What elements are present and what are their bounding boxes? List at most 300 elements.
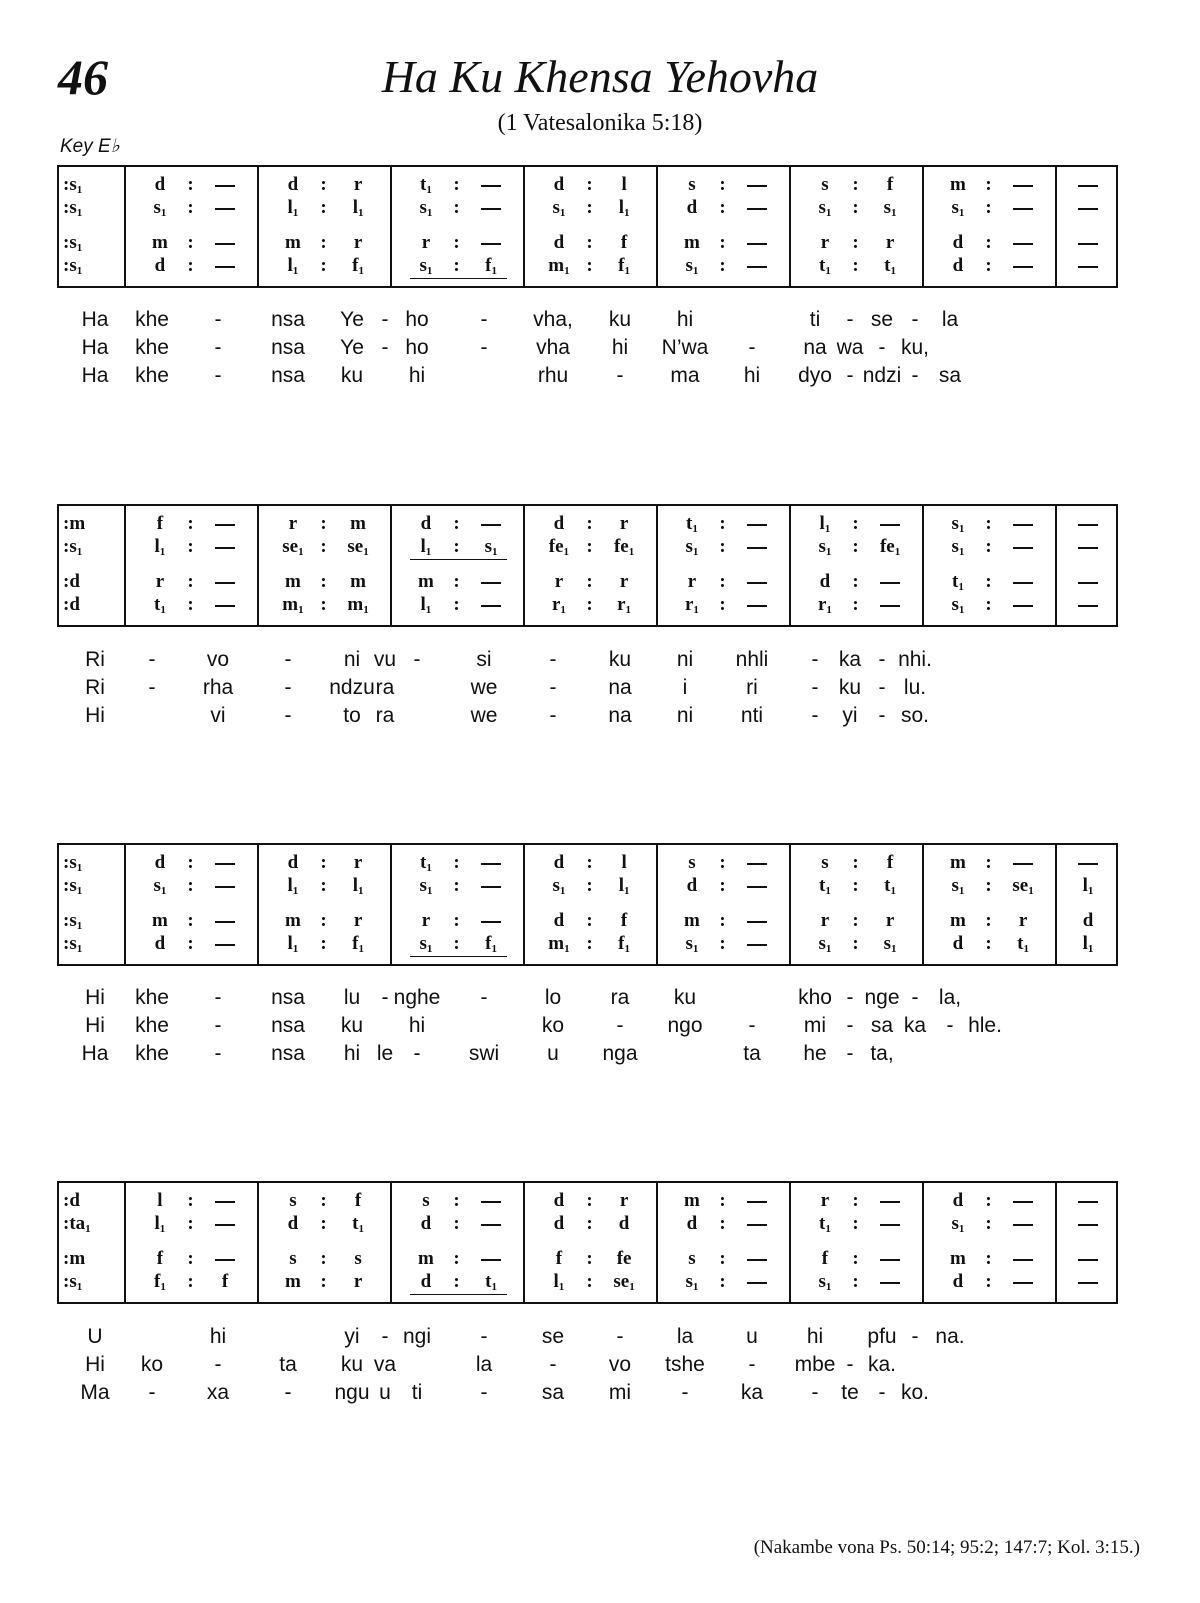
solfa-note: f bbox=[886, 174, 894, 195]
barline bbox=[1055, 167, 1057, 286]
beat-separator: : bbox=[852, 594, 859, 615]
lyric-syllable: la bbox=[475, 1353, 493, 1376]
solfa-note-sustain bbox=[747, 208, 767, 210]
beat-separator: : bbox=[320, 536, 327, 557]
lyric-syllable: khe bbox=[135, 1042, 169, 1065]
beat-separator: : bbox=[852, 1213, 859, 1234]
lyric-hyphen: - bbox=[381, 1325, 389, 1348]
beat-separator: : bbox=[320, 910, 327, 931]
solfa-note: d bbox=[154, 852, 166, 873]
barline bbox=[1055, 1183, 1057, 1302]
solfa-note: m bbox=[417, 571, 434, 592]
solfa-note: $t_1$ bbox=[153, 594, 166, 616]
solfa-note: r bbox=[421, 232, 431, 253]
lyric-hyphen: - bbox=[284, 648, 292, 671]
beat-separator: : bbox=[586, 513, 593, 534]
solfa-note: m bbox=[949, 1248, 966, 1269]
solfa-note: m bbox=[683, 910, 700, 931]
solfa-note: $s_1$ bbox=[685, 536, 699, 558]
lyric-syllable: mi bbox=[803, 1014, 827, 1037]
lyric-hyphen: - bbox=[480, 986, 488, 1009]
solfa-note: fe bbox=[616, 1248, 632, 1269]
solfa-note: r bbox=[820, 910, 830, 931]
solfa-note-sustain bbox=[1078, 1282, 1098, 1284]
beat-separator: : bbox=[985, 232, 992, 253]
solfa-note: $t_1$ bbox=[884, 255, 896, 277]
solfa-note-sustain bbox=[747, 605, 767, 607]
solfa-note-sustain bbox=[880, 605, 900, 607]
lyric-syllable: we bbox=[470, 704, 498, 727]
solfa-note: $s_1$ bbox=[153, 875, 167, 897]
beat-separator: : bbox=[852, 571, 859, 592]
barline bbox=[124, 845, 126, 964]
solfa-note-sustain bbox=[747, 582, 767, 584]
lyric-syllable: Ri bbox=[85, 676, 105, 699]
solfa-note-sustain bbox=[747, 266, 767, 268]
solfa-note-sustain bbox=[215, 185, 235, 187]
solfa-note: s bbox=[354, 1248, 362, 1269]
lyric-syllable: khe bbox=[135, 364, 169, 387]
solfa-note: s bbox=[422, 1190, 430, 1211]
solfa-note: d bbox=[287, 1213, 299, 1234]
lyric-hyphen: - bbox=[381, 986, 389, 1009]
lyric-syllable: ni bbox=[676, 648, 694, 671]
solfa-note: $f_1$ bbox=[618, 933, 630, 955]
beat-separator: : bbox=[320, 197, 327, 218]
solfa-note: s bbox=[688, 1248, 696, 1269]
lyric-syllable: we bbox=[470, 676, 498, 699]
solfa-note: $l_1$ bbox=[819, 513, 831, 535]
lyric-syllable: la bbox=[941, 308, 959, 331]
lyric-syllable: Ye bbox=[340, 308, 364, 331]
lyric-syllable: khe bbox=[135, 986, 169, 1009]
solfa-note: $l_1$ bbox=[1082, 933, 1094, 955]
solfa-note-sustain bbox=[880, 1282, 900, 1284]
lyric-syllable: mi bbox=[608, 1381, 632, 1404]
footer-references: (Nakambe vona Ps. 50:14; 95:2; 147:7; Kol. 3:15.) bbox=[753, 1537, 1140, 1558]
lyric-hyphen: - bbox=[284, 676, 292, 699]
beat-separator: : bbox=[187, 232, 194, 253]
solfa-note: d bbox=[287, 852, 299, 873]
lyric-hyphen: - bbox=[811, 648, 819, 671]
beat-separator: : bbox=[719, 513, 726, 534]
beat-separator: : bbox=[852, 174, 859, 195]
solfa-note-sustain bbox=[215, 524, 235, 526]
beat-separator: : bbox=[586, 1248, 593, 1269]
beat-separator: : bbox=[719, 594, 726, 615]
barline bbox=[124, 1183, 126, 1302]
lyric-syllable: lu. bbox=[903, 676, 927, 699]
solfa-note: $s_1$ bbox=[818, 1271, 832, 1293]
lyric-hyphen: - bbox=[911, 364, 919, 387]
beat-separator: : bbox=[985, 1271, 992, 1292]
solfa-note-sustain bbox=[880, 1201, 900, 1203]
solfa-note-sustain bbox=[747, 1282, 767, 1284]
solfa-note: $t_1$ bbox=[818, 1213, 831, 1235]
solfa-note-sustain bbox=[215, 547, 235, 549]
lyric-hyphen: - bbox=[214, 1014, 222, 1037]
solfa-note: d bbox=[952, 255, 964, 276]
beat-separator: : bbox=[187, 255, 194, 276]
solfa-note: $l_1$ bbox=[420, 594, 432, 616]
solfa-note: f bbox=[221, 1271, 229, 1292]
solfa-note: $t_1$ bbox=[485, 1271, 497, 1293]
beat-separator: : bbox=[453, 1248, 460, 1269]
lyric-syllable: hi bbox=[209, 1325, 227, 1348]
solfa-note-sustain bbox=[481, 524, 501, 526]
solfa-note: m bbox=[350, 513, 366, 534]
lyric-hyphen: - bbox=[846, 986, 854, 1009]
beat-separator: : bbox=[187, 1213, 194, 1234]
solfa-note: $s_1$ bbox=[552, 875, 566, 897]
beat-separator: : bbox=[586, 1213, 593, 1234]
lyric-hyphen: - bbox=[846, 364, 854, 387]
lyric-syllable: la, bbox=[938, 986, 962, 1009]
lyric-syllable: nsa bbox=[271, 986, 305, 1009]
lyric-syllable: to bbox=[343, 704, 361, 727]
lyric-syllable: Hi bbox=[85, 1014, 105, 1037]
lyric-syllable: Ha bbox=[81, 364, 109, 387]
beat-separator: : bbox=[453, 852, 460, 873]
solfa-note-sustain bbox=[747, 524, 767, 526]
solfa-note: $t_1$ bbox=[818, 255, 831, 277]
solfa-note-sustain bbox=[1078, 1224, 1098, 1226]
lyric-syllable: Ma bbox=[80, 1381, 110, 1404]
solfa-note: $l_1$ bbox=[154, 1213, 166, 1235]
beat-separator: : bbox=[453, 1271, 460, 1292]
solfa-note: $f_1$ bbox=[153, 1271, 166, 1293]
solfa-note: d bbox=[420, 1213, 432, 1234]
beat-separator: : bbox=[719, 852, 726, 873]
lyric-syllable: hle. bbox=[968, 1014, 1002, 1037]
lyric-syllable: ko. bbox=[900, 1381, 930, 1404]
solfa-note-sustain bbox=[1078, 243, 1098, 245]
lyric-syllable: ka bbox=[838, 648, 862, 671]
solfa-note-sustain bbox=[1078, 547, 1098, 549]
solfa-note-sustain bbox=[1013, 1259, 1033, 1261]
solfa-note: r bbox=[619, 571, 629, 592]
solfa-note: r bbox=[353, 1271, 363, 1292]
beat-separator: : bbox=[985, 174, 992, 195]
solfa-note: s bbox=[289, 1190, 297, 1211]
solfa-note: $fe_1$ bbox=[879, 536, 901, 558]
solfa-note-sustain bbox=[215, 944, 235, 946]
solfa-note: d bbox=[420, 513, 432, 534]
solfa-note: m bbox=[284, 910, 301, 931]
solfa-note: $l_1$ bbox=[420, 536, 432, 558]
solfa-note: m bbox=[949, 174, 966, 195]
solfa-note: f bbox=[555, 1248, 563, 1269]
beat-separator: : bbox=[719, 1271, 726, 1292]
pickup-note: :d bbox=[63, 571, 80, 592]
barline bbox=[656, 845, 658, 964]
lyric-hyphen: - bbox=[878, 1381, 886, 1404]
solfa-note-sustain bbox=[481, 1201, 501, 1203]
beat-separator: : bbox=[852, 536, 859, 557]
solfa-note: $s_1$ bbox=[419, 933, 433, 955]
lyric-syllable: ta bbox=[279, 1353, 297, 1376]
lyric-syllable: swi bbox=[468, 1042, 500, 1065]
solfa-note: d bbox=[952, 232, 964, 253]
solfa-note: $t_1$ bbox=[419, 174, 432, 196]
solfa-note-sustain bbox=[1078, 605, 1098, 607]
lyric-hyphen: - bbox=[480, 336, 488, 359]
beat-separator: : bbox=[320, 255, 327, 276]
beat-separator: : bbox=[719, 1248, 726, 1269]
solfa-note: r bbox=[288, 513, 298, 534]
solfa-note: $s_1$ bbox=[818, 536, 832, 558]
solfa-note: $m_1$ bbox=[548, 933, 570, 955]
lyric-hyphen: - bbox=[616, 364, 624, 387]
solfa-note-sustain bbox=[747, 185, 767, 187]
scripture-reference: (1 Vatesalonika 5:18) bbox=[497, 110, 703, 136]
barline bbox=[922, 167, 924, 286]
beat-separator: : bbox=[985, 933, 992, 954]
beat-separator: : bbox=[719, 933, 726, 954]
lyric-syllable: pfu bbox=[867, 1325, 897, 1348]
slur-line bbox=[410, 559, 507, 560]
lyric-syllable: hi bbox=[408, 1014, 426, 1037]
lyric-syllable: vu bbox=[373, 648, 397, 671]
beat-separator: : bbox=[187, 197, 194, 218]
lyric-syllable: ho bbox=[405, 336, 429, 359]
lyric-hyphen: - bbox=[381, 336, 389, 359]
solfa-note-sustain bbox=[747, 886, 767, 888]
solfa-note-sustain bbox=[1013, 208, 1033, 210]
solfa-note-sustain bbox=[880, 1224, 900, 1226]
solfa-note: $se_1$ bbox=[1012, 875, 1034, 897]
lyric-syllable: ma bbox=[670, 364, 700, 387]
lyric-syllable: ku, bbox=[900, 336, 930, 359]
beat-separator: : bbox=[586, 1271, 593, 1292]
lyric-syllable: N’wa bbox=[661, 336, 709, 359]
solfa-note-sustain bbox=[880, 582, 900, 584]
barline bbox=[523, 506, 525, 625]
lyric-syllable: ku bbox=[608, 648, 632, 671]
lyric-syllable: hi bbox=[408, 364, 426, 387]
lyric-hyphen: - bbox=[846, 308, 854, 331]
solfa-note-sustain bbox=[1013, 547, 1033, 549]
solfa-note-sustain bbox=[215, 266, 235, 268]
solfa-note: $s_1$ bbox=[883, 197, 897, 219]
beat-separator: : bbox=[320, 1213, 327, 1234]
solfa-note-sustain bbox=[481, 605, 501, 607]
solfa-note-sustain bbox=[1078, 863, 1098, 865]
solfa-note: $s_1$ bbox=[419, 197, 433, 219]
pickup-note: $:s_1$ bbox=[63, 910, 83, 932]
beat-separator: : bbox=[586, 571, 593, 592]
beat-separator: : bbox=[985, 875, 992, 896]
lyric-syllable: Hi bbox=[85, 986, 105, 1009]
lyric-syllable: sa bbox=[938, 364, 962, 387]
pickup-note: $:s_1$ bbox=[63, 255, 83, 277]
beat-separator: : bbox=[985, 1190, 992, 1211]
solfa-note-sustain bbox=[1013, 582, 1033, 584]
solfa-note: l bbox=[621, 174, 627, 195]
solfa-note: $t_1$ bbox=[884, 875, 896, 897]
lyric-syllable: va bbox=[373, 1353, 397, 1376]
beat-separator: : bbox=[320, 513, 327, 534]
solfa-note-sustain bbox=[1013, 1224, 1033, 1226]
lyric-syllable: ngu bbox=[334, 1381, 370, 1404]
solfa-note: $m_1$ bbox=[347, 594, 369, 616]
solfa-note: d bbox=[154, 933, 166, 954]
slur-line bbox=[410, 278, 507, 279]
lyric-syllable: rha bbox=[202, 676, 234, 699]
lyric-syllable: nsa bbox=[271, 308, 305, 331]
lyric-syllable: ku bbox=[608, 308, 632, 331]
solfa-note-sustain bbox=[215, 605, 235, 607]
solfa-note-sustain bbox=[747, 1201, 767, 1203]
solfa-note: $f_1$ bbox=[485, 255, 497, 277]
lyric-syllable: ta, bbox=[870, 1042, 894, 1065]
lyric-syllable: nhli bbox=[735, 648, 769, 671]
beat-separator: : bbox=[852, 875, 859, 896]
lyric-syllable: se bbox=[870, 308, 894, 331]
lyric-syllable: kho bbox=[798, 986, 832, 1009]
lyric-syllable: wa bbox=[836, 336, 864, 359]
solfa-note: l bbox=[621, 852, 627, 873]
lyric-syllable: Hi bbox=[85, 704, 105, 727]
barline bbox=[922, 506, 924, 625]
solfa-note-sustain bbox=[747, 1224, 767, 1226]
lyric-syllable: xa bbox=[206, 1381, 230, 1404]
lyric-syllable: se bbox=[541, 1325, 565, 1348]
solfa-note: r bbox=[619, 1190, 629, 1211]
solfa-note: $se_1$ bbox=[282, 536, 304, 558]
lyric-syllable: nhi. bbox=[898, 648, 932, 671]
barline bbox=[523, 1183, 525, 1302]
beat-separator: : bbox=[453, 933, 460, 954]
solfa-note: $fe_1$ bbox=[548, 536, 570, 558]
barline bbox=[124, 167, 126, 286]
lyric-syllable: na bbox=[608, 676, 632, 699]
beat-separator: : bbox=[985, 255, 992, 276]
solfa-note-sustain bbox=[1078, 524, 1098, 526]
solfa-note: f bbox=[156, 513, 164, 534]
barline bbox=[789, 506, 791, 625]
solfa-note: $l_1$ bbox=[287, 933, 299, 955]
solfa-note-sustain bbox=[481, 185, 501, 187]
lyric-hyphen: - bbox=[878, 676, 886, 699]
solfa-note: f bbox=[620, 910, 628, 931]
pickup-note: :d bbox=[63, 594, 80, 615]
beat-separator: : bbox=[453, 197, 460, 218]
lyric-syllable: nghe bbox=[393, 986, 441, 1009]
pickup-note: $:s_1$ bbox=[63, 852, 83, 874]
solfa-note: $r_1$ bbox=[817, 594, 832, 616]
beat-separator: : bbox=[719, 174, 726, 195]
lyric-syllable: ho bbox=[405, 308, 429, 331]
staff-system-4 bbox=[57, 1181, 1118, 1304]
solfa-note: f bbox=[156, 1248, 164, 1269]
solfa-note-sustain bbox=[747, 547, 767, 549]
lyric-syllable: ngo bbox=[667, 1014, 703, 1037]
solfa-note: $f_1$ bbox=[485, 933, 497, 955]
beat-separator: : bbox=[985, 1248, 992, 1269]
barline bbox=[656, 506, 658, 625]
lyric-syllable: lo bbox=[544, 986, 562, 1009]
solfa-note: f bbox=[821, 1248, 829, 1269]
solfa-note: s bbox=[289, 1248, 297, 1269]
pickup-note: $:s_1$ bbox=[63, 232, 83, 254]
solfa-note: d bbox=[154, 255, 166, 276]
solfa-note-sustain bbox=[1078, 185, 1098, 187]
solfa-note: d bbox=[618, 1213, 630, 1234]
lyric-syllable: ta bbox=[743, 1042, 761, 1065]
beat-separator: : bbox=[586, 536, 593, 557]
solfa-note: $t_1$ bbox=[818, 875, 831, 897]
solfa-note-sustain bbox=[215, 1201, 235, 1203]
beat-separator: : bbox=[453, 1190, 460, 1211]
lyric-hyphen: - bbox=[284, 1381, 292, 1404]
solfa-note-sustain bbox=[1013, 524, 1033, 526]
lyric-hyphen: - bbox=[616, 1325, 624, 1348]
pickup-note: $:s_1$ bbox=[63, 933, 83, 955]
beat-separator: : bbox=[187, 174, 194, 195]
solfa-note: $l_1$ bbox=[1082, 875, 1094, 897]
beat-separator: : bbox=[586, 255, 593, 276]
solfa-note-sustain bbox=[1013, 1282, 1033, 1284]
beat-separator: : bbox=[187, 910, 194, 931]
lyric-hyphen: - bbox=[480, 1381, 488, 1404]
solfa-note: $s_1$ bbox=[685, 1271, 699, 1293]
staff-system-2 bbox=[57, 504, 1118, 627]
solfa-note: $r_1$ bbox=[617, 594, 632, 616]
pickup-note: :m bbox=[63, 513, 86, 534]
beat-separator: : bbox=[320, 1190, 327, 1211]
beat-separator: : bbox=[187, 875, 194, 896]
solfa-note-sustain bbox=[747, 863, 767, 865]
solfa-note: $l_1$ bbox=[154, 536, 166, 558]
beat-separator: : bbox=[586, 852, 593, 873]
lyric-hyphen: - bbox=[878, 648, 886, 671]
lyric-syllable: ka bbox=[903, 1014, 927, 1037]
lyric-hyphen: - bbox=[214, 1353, 222, 1376]
solfa-note: $fe_1$ bbox=[613, 536, 635, 558]
beat-separator: : bbox=[719, 571, 726, 592]
lyric-syllable: hi bbox=[611, 336, 629, 359]
solfa-note-sustain bbox=[215, 886, 235, 888]
solfa-note-sustain bbox=[1013, 1201, 1033, 1203]
lyric-syllable: dyo bbox=[798, 364, 832, 387]
solfa-note: m bbox=[284, 1271, 301, 1292]
solfa-note: m bbox=[284, 232, 301, 253]
solfa-note: $r_1$ bbox=[551, 594, 566, 616]
barline bbox=[1055, 845, 1057, 964]
lyric-syllable: ni bbox=[676, 704, 694, 727]
lyric-syllable: u bbox=[379, 1381, 391, 1404]
lyric-syllable: Ha bbox=[81, 1042, 109, 1065]
solfa-note: r bbox=[353, 174, 363, 195]
solfa-note-sustain bbox=[215, 243, 235, 245]
lyric-hyphen: - bbox=[480, 1325, 488, 1348]
lyric-syllable: nge bbox=[864, 986, 900, 1009]
solfa-note: d bbox=[952, 1271, 964, 1292]
solfa-note: f bbox=[354, 1190, 362, 1211]
beat-separator: : bbox=[586, 910, 593, 931]
lyric-syllable: ku bbox=[340, 364, 364, 387]
beat-separator: : bbox=[586, 174, 593, 195]
beat-separator: : bbox=[985, 1213, 992, 1234]
beat-separator: : bbox=[985, 852, 992, 873]
solfa-note: $f_1$ bbox=[352, 933, 364, 955]
slur-line bbox=[410, 956, 507, 957]
lyric-syllable: vo bbox=[608, 1353, 632, 1376]
solfa-note: s bbox=[821, 174, 829, 195]
beat-separator: : bbox=[852, 910, 859, 931]
barline bbox=[922, 1183, 924, 1302]
